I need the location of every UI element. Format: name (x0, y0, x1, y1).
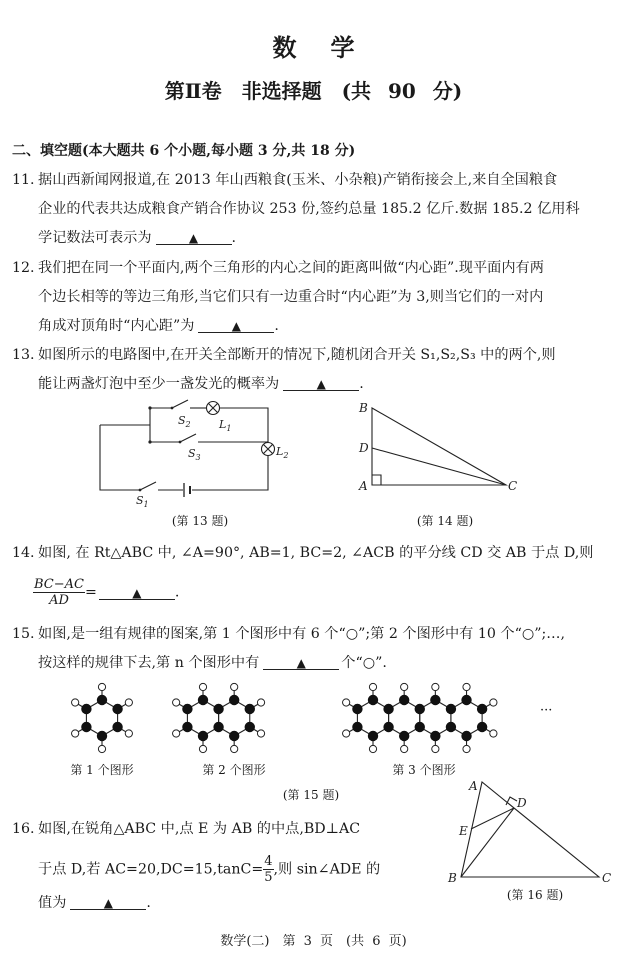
s3-switch-blade (180, 434, 196, 442)
hexagon-edge (234, 727, 250, 736)
q15-number: 15. (12, 626, 35, 642)
hexagon-edge (404, 727, 420, 736)
filled-atom-dot (245, 722, 255, 732)
open-circle-icon (490, 699, 497, 706)
q16-segment-bd (461, 808, 514, 877)
junction-dot (148, 406, 151, 409)
q14-number: 14. (12, 545, 35, 561)
q15-text1: 如图,是一组有规律的图案,第 1 个图形中有 6 个“○”;第 2 个图形中有 10 个“○”;…, (38, 626, 565, 642)
label-s3: $S_3$ (188, 447, 201, 462)
open-circle-icon (463, 683, 470, 690)
q12-answer-blank[interactable] (198, 316, 274, 333)
q11-line3 (12, 228, 236, 248)
q13-line2 (12, 374, 364, 394)
q11-text2: 企业的代表共达成粮食产销合作协议 253 份,签约总量 185.2 亿斤.数据 185.2 亿用科 (38, 201, 580, 217)
filled-atom-dot (430, 695, 440, 705)
hexagon-edge (86, 727, 102, 736)
q16-label-a: A (469, 779, 478, 793)
fig1-label: 第 1 个图形 (70, 763, 134, 777)
filled-atom-dot (368, 731, 378, 741)
open-circle-icon (231, 683, 238, 690)
filled-atom-dot (461, 731, 471, 741)
hexagon-edge (451, 727, 467, 736)
q16-right-angle-mark (506, 797, 517, 805)
q14-fraction (33, 577, 85, 608)
l1-bulb-cross (209, 404, 218, 413)
blank-marker: ▲ (103, 896, 113, 910)
open-circle-icon (125, 730, 132, 737)
q11-line1 (12, 170, 557, 190)
q14-caption: (第 14 题) (416, 514, 474, 528)
open-circle-icon (173, 730, 180, 737)
part-title: 第Ⅱ卷 非选择题 (共 90 分) (164, 79, 463, 103)
filled-atom-dot (446, 704, 456, 714)
q16-label-c: C (602, 871, 612, 885)
q11-answer-blank[interactable] (156, 228, 232, 245)
q14-end: . (174, 584, 180, 601)
q16-text3: 值为 (38, 895, 67, 911)
open-circle-icon (98, 745, 105, 752)
q16-text1: 如图,在锐角△ABC 中,点 E 为 AB 的中点,BD⊥AC (38, 821, 361, 837)
open-circle-icon (369, 683, 376, 690)
label-l1: $L_1$ (219, 418, 232, 433)
substituent-bond (250, 727, 261, 734)
filled-atom-dot (446, 722, 456, 732)
substituent-bond (75, 727, 86, 734)
filled-atom-dot (430, 731, 440, 741)
open-circle-icon (257, 699, 264, 706)
hexagon-edge (234, 700, 250, 709)
q14-label-d: D (359, 441, 369, 455)
substituent-bond (346, 727, 357, 734)
q14-triangle (372, 408, 506, 485)
hexagon-edge (373, 727, 389, 736)
filled-atom-dot (229, 695, 239, 705)
open-circle-icon (343, 730, 350, 737)
q16-line2 (12, 854, 380, 885)
open-circle-icon (199, 683, 206, 690)
q15-caption: (第 15 题) (282, 788, 340, 802)
q16-frac-denominator: 5 (264, 870, 273, 885)
substituent-bond (346, 703, 357, 710)
q12-text1: 我们把在同一个平面内,两个三角形的内心之间的距离叫做“内心距”.现平面内有两 (38, 260, 544, 276)
open-circle-icon (231, 745, 238, 752)
hexagon-edge (102, 700, 118, 709)
s1-switch-blade (140, 482, 156, 490)
s2-switch-blade (172, 400, 188, 408)
hexagon-edge (203, 700, 219, 709)
fig2-label: 第 2 个图形 (202, 763, 266, 777)
q11-text3: 学记数法可表示为 (38, 230, 152, 246)
hexagon-edge (435, 700, 451, 709)
filled-atom-dot (399, 695, 409, 705)
open-circle-icon (432, 683, 439, 690)
q16-frac-numerator: 4 (264, 854, 273, 869)
substituent-bond (118, 703, 129, 710)
hexagon-edge (219, 727, 235, 736)
filled-atom-dot (198, 731, 208, 741)
open-circle-icon (369, 745, 376, 752)
q15-answer-blank[interactable] (263, 653, 339, 670)
label-l2: $L_2$ (276, 445, 289, 460)
q12-text3: 角成对顶角时“内心距”为 (38, 318, 195, 334)
fig3-label: 第 3 个图形 (392, 763, 456, 777)
q14-bisector-cd (372, 448, 506, 485)
q16-label-b: B (448, 871, 457, 885)
q16-line3 (12, 893, 151, 913)
hexagon-edge (404, 700, 420, 709)
substituent-bond (250, 703, 261, 710)
q15-end: 个“○”. (341, 655, 387, 671)
label-s2: $S_2$ (178, 414, 191, 429)
q13-end: . (359, 376, 364, 392)
q15-line1 (12, 624, 565, 644)
filled-atom-dot (245, 704, 255, 714)
page-footer: 数学(二) 第 3 页 (共 6 页) (220, 934, 407, 949)
substituent-bond (176, 727, 187, 734)
hexagon-edge (357, 700, 373, 709)
q14-frac-denominator: AD (49, 593, 69, 608)
hexagon-edge (187, 700, 203, 709)
substituent-bond (118, 727, 129, 734)
hexagon-edge (389, 700, 405, 709)
circuit-wire-left (100, 425, 140, 490)
filled-atom-dot (229, 731, 239, 741)
hexagon-edge (451, 700, 467, 709)
open-circle-icon (490, 730, 497, 737)
triangle-abc-q14 (372, 408, 506, 485)
q14-line2 (33, 577, 179, 608)
q13-text2: 能让两盏灯泡中至少一盏发光的概率为 (38, 376, 280, 392)
switch-pivot (171, 407, 174, 410)
q14-label-a: A (359, 479, 368, 493)
filled-atom-dot (213, 722, 223, 732)
circuit-wire-right (192, 456, 268, 491)
filled-atom-dot (352, 722, 362, 732)
filled-atom-dot (477, 722, 487, 732)
open-circle-icon (432, 745, 439, 752)
hexagon-edge (420, 727, 436, 736)
q14-line1 (12, 543, 593, 563)
filled-atom-dot (352, 704, 362, 714)
filled-atom-dot (198, 695, 208, 705)
filled-atom-dot (368, 695, 378, 705)
hexagon-edge (389, 727, 405, 736)
q12-text2: 个边长相等的等边三角形,当它们只有一边重合时“内心距”为 3,则当它们的一对内 (38, 289, 544, 305)
filled-atom-dot (415, 704, 425, 714)
q14-right-angle-mark (372, 475, 381, 485)
subject-title: 数学 (272, 33, 389, 62)
filled-atom-dot (97, 731, 107, 741)
q16-label-d: D (517, 796, 527, 810)
substituent-bond (75, 703, 86, 710)
l2-bulb-cross (264, 445, 273, 454)
hexagon-edge (102, 727, 118, 736)
q13-caption: (第 13 题) (171, 514, 229, 528)
q16-fraction (263, 854, 273, 885)
filled-atom-dot (213, 704, 223, 714)
filled-atom-dot (383, 722, 393, 732)
open-circle-icon (98, 683, 105, 690)
q12-line3 (12, 316, 279, 336)
hexagon-edge (467, 700, 483, 709)
filled-atom-dot (383, 704, 393, 714)
open-circle-icon (343, 699, 350, 706)
q14-equals: = (84, 584, 97, 601)
l1-bulb (207, 402, 220, 415)
filled-atom-dot (112, 704, 122, 714)
open-circle-icon (173, 699, 180, 706)
substituent-bond (176, 703, 187, 710)
open-circle-icon (401, 683, 408, 690)
filled-atom-dot (461, 695, 471, 705)
blank-marker: ▲ (188, 231, 199, 245)
q16-text2a: 于点 D,若 AC=20,DC=15,tanC= (38, 861, 264, 878)
q15-text2: 按这样的规律下去,第 n 个图形中有 (38, 655, 260, 671)
label-s1: $S_1$ (136, 494, 149, 509)
hexagon-edge (435, 727, 451, 736)
open-circle-icon (463, 745, 470, 752)
pattern-ellipsis: ··· (540, 703, 553, 718)
filled-atom-dot (97, 695, 107, 705)
open-circle-icon (257, 730, 264, 737)
blank-marker: ▲ (296, 656, 306, 670)
q16-answer-blank[interactable] (70, 893, 146, 910)
filled-atom-dot (81, 722, 91, 732)
open-circle-icon (199, 745, 206, 752)
q13-number: 13. (12, 347, 35, 363)
hexagon-edge (373, 700, 389, 709)
blank-marker: ▲ (132, 585, 142, 600)
q12-line1 (12, 258, 544, 278)
q16-segment-de (471, 808, 514, 829)
switch-pivot (179, 441, 182, 444)
q15-line2 (12, 653, 387, 673)
filled-atom-dot (182, 704, 192, 714)
q16-label-e: E (459, 824, 468, 838)
q13-line1 (12, 345, 556, 365)
open-circle-icon (72, 699, 79, 706)
section-heading: 二、填空题(本大题共 6 个小题,每小题 3 分,共 18 分) (12, 143, 356, 159)
triangle-abc-q16 (461, 782, 599, 877)
hexagon-edge (203, 727, 219, 736)
junction-dot (148, 440, 151, 443)
q13-text1: 如图所示的电路图中,在开关全部断开的情况下,随机闭合开关 S₁,S₂,S₃ 中的两个,则 (38, 347, 556, 363)
substituent-bond (482, 703, 493, 710)
q11-end: . (231, 230, 237, 246)
q16-line1 (12, 819, 360, 839)
open-circle-icon (401, 745, 408, 752)
hexagon-edge (420, 700, 436, 709)
blank-marker: ▲ (316, 377, 326, 391)
q14-label-c: C (508, 479, 518, 493)
q11-number: 11. (12, 172, 35, 188)
filled-atom-dot (399, 731, 409, 741)
q16-caption: (第 16 题) (506, 888, 564, 902)
hexagon-edge (219, 700, 235, 709)
hexagon-edge (187, 727, 203, 736)
open-circle-icon (72, 730, 79, 737)
hexagon-edge (86, 700, 102, 709)
l2-bulb (262, 443, 275, 456)
filled-atom-dot (112, 722, 122, 732)
q16-end: . (146, 895, 151, 911)
filled-atom-dot (81, 704, 91, 714)
hexagon-edge (357, 727, 373, 736)
q14-text1: 如图, 在 Rt△ABC 中, ∠A=90°, AB=1, BC=2, ∠ACB 的平分线 CD 交 AB 于点 D,则 (38, 545, 594, 561)
q14-frac-numerator: BC−AC (34, 577, 84, 592)
q16-number: 16. (12, 821, 35, 837)
substituent-bond (482, 727, 493, 734)
filled-atom-dot (415, 722, 425, 732)
q14-answer-blank[interactable] (99, 583, 175, 600)
filled-atom-dot (477, 704, 487, 714)
q16-triangle (461, 782, 599, 877)
filled-atom-dot (182, 722, 192, 732)
q14-label-b: B (359, 401, 368, 415)
q11-text1: 据山西新闻网报道,在 2013 年山西粮食(玉米、小杂粮)产销衔接会上,来自全国粮食 (38, 172, 558, 188)
q13-answer-blank[interactable] (283, 374, 359, 391)
open-circle-icon (125, 699, 132, 706)
q12-number: 12. (12, 260, 35, 276)
l1-wire (220, 408, 269, 442)
switch-pivot (139, 489, 142, 492)
blank-marker: ▲ (231, 319, 241, 333)
q16-text2b: ,则 sin∠ADE 的 (273, 861, 381, 878)
hexagon-edge (467, 727, 483, 736)
q12-end: . (274, 318, 279, 334)
